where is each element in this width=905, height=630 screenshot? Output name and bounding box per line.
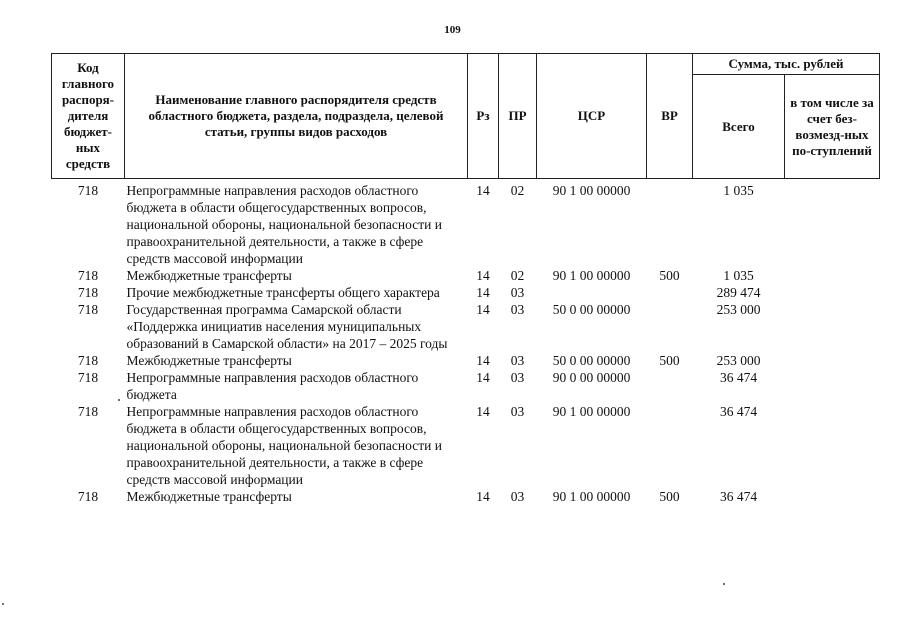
- cell-grants: [785, 488, 880, 505]
- table-row: [52, 403, 880, 488]
- cell-total: 36 474: [719, 370, 758, 385]
- cell-vr: [647, 369, 693, 403]
- cell-grants: [785, 369, 880, 403]
- header-name: Наименование главного распорядителя средств областного бюджета, раздела, подраздела, целевой статьи, группы видов расходов: [125, 54, 468, 179]
- cell-name: Государственная программа Самарской области «Поддержка инициатив населения муниципальных образований в Самарской области» на 2017 – 2025 годы: [126, 302, 448, 351]
- table-row: [52, 267, 880, 284]
- header-rz: Рз: [468, 54, 499, 179]
- cell-grants: [785, 301, 880, 352]
- cell-csr: 50 0 00 00000: [552, 302, 631, 317]
- cell-code: 718: [77, 302, 99, 317]
- cell-rz: 14: [476, 489, 490, 504]
- cell-code: 718: [77, 268, 99, 283]
- cell-code: 718: [77, 183, 99, 198]
- cell-pr: 03: [510, 285, 525, 300]
- cell-vr: 500: [659, 353, 680, 368]
- cell-csr: 90 1 00 00000: [552, 489, 631, 504]
- scan-speck: [118, 399, 120, 401]
- cell-total: 36 474: [719, 489, 758, 504]
- cell-vr: [647, 301, 693, 352]
- cell-name: Межбюджетные трансферты: [126, 489, 292, 504]
- cell-grants: [785, 403, 880, 488]
- cell-vr: 500: [659, 268, 680, 283]
- cell-vr: [647, 403, 693, 488]
- cell-total: 1 035: [723, 183, 754, 198]
- header-grants: в том числе за счет без-возмезд-ных по-ступлений: [785, 75, 880, 179]
- table-body: [52, 179, 880, 506]
- cell-name: Межбюджетные трансферты: [126, 353, 292, 368]
- cell-pr: 03: [510, 404, 525, 419]
- cell-code: 718: [77, 489, 99, 504]
- table-row: [52, 369, 880, 403]
- cell-total: 1 035: [723, 268, 754, 283]
- header-vr: ВР: [647, 54, 693, 179]
- header-sum: Сумма, тыс. рублей: [693, 54, 880, 75]
- cell-csr: 90 0 00 00000: [552, 370, 631, 385]
- cell-grants: [785, 352, 880, 369]
- scan-speck: [723, 583, 725, 585]
- cell-name: Непрограммные направления расходов областного бюджета в области общегосударственных вопросов, национальной обороны, национальной безопасности и правоохранительной деятельности, а также в сфере средств массовой информации: [126, 404, 442, 487]
- cell-name: Непрограммные направления расходов областного бюджета: [126, 370, 419, 402]
- table-row: [52, 284, 880, 301]
- cell-pr: 03: [510, 370, 525, 385]
- cell-csr: [537, 284, 647, 301]
- cell-csr: 90 1 00 00000: [552, 183, 631, 198]
- cell-csr: 90 1 00 00000: [552, 404, 631, 419]
- cell-pr: 02: [510, 268, 525, 283]
- cell-total: 253 000: [716, 353, 761, 368]
- cell-code: 718: [77, 404, 99, 419]
- cell-name: Прочие межбюджетные трансферты общего характера: [126, 285, 440, 300]
- cell-rz: 14: [476, 183, 490, 198]
- cell-grants: [785, 267, 880, 284]
- cell-rz: 14: [476, 285, 490, 300]
- cell-rz: 14: [476, 404, 490, 419]
- cell-code: 718: [77, 285, 99, 300]
- cell-pr: 02: [510, 183, 525, 198]
- header-pr: ПР: [499, 54, 537, 179]
- cell-rz: 14: [476, 268, 490, 283]
- cell-vr: [647, 179, 693, 268]
- header-csr: ЦСР: [537, 54, 647, 179]
- cell-code: 718: [77, 353, 99, 368]
- budget-table: [51, 53, 880, 505]
- table-row: [52, 301, 880, 352]
- scan-speck: [2, 603, 4, 605]
- cell-code: 718: [77, 370, 99, 385]
- cell-rz: 14: [476, 353, 490, 368]
- cell-grants: [785, 179, 880, 268]
- page-number: 109: [444, 24, 461, 36]
- cell-pr: 03: [510, 353, 525, 368]
- cell-vr: [647, 284, 693, 301]
- table-row: [52, 179, 880, 268]
- header-code: Код главного распоря-дителя бюджет-ных средств: [52, 54, 125, 179]
- cell-rz: 14: [476, 370, 490, 385]
- cell-total: 253 000: [716, 302, 761, 317]
- cell-grants: [785, 284, 880, 301]
- cell-name: Межбюджетные трансферты: [126, 268, 292, 283]
- cell-csr: 90 1 00 00000: [552, 268, 631, 283]
- table-row: [52, 488, 880, 505]
- cell-total: 36 474: [719, 404, 758, 419]
- cell-total: 289 474: [716, 285, 761, 300]
- table-row: [52, 352, 880, 369]
- table-header: [52, 54, 880, 179]
- cell-name: Непрограммные направления расходов областного бюджета в области общегосударственных вопросов, национальной обороны, национальной безопасности и правоохранительной деятельности, а также в сфере средств массовой информации: [126, 183, 442, 266]
- cell-pr: 03: [510, 489, 525, 504]
- cell-rz: 14: [476, 302, 490, 317]
- cell-csr: 50 0 00 00000: [552, 353, 631, 368]
- cell-pr: 03: [510, 302, 525, 317]
- cell-vr: 500: [659, 489, 680, 504]
- header-total: Всего: [693, 75, 785, 179]
